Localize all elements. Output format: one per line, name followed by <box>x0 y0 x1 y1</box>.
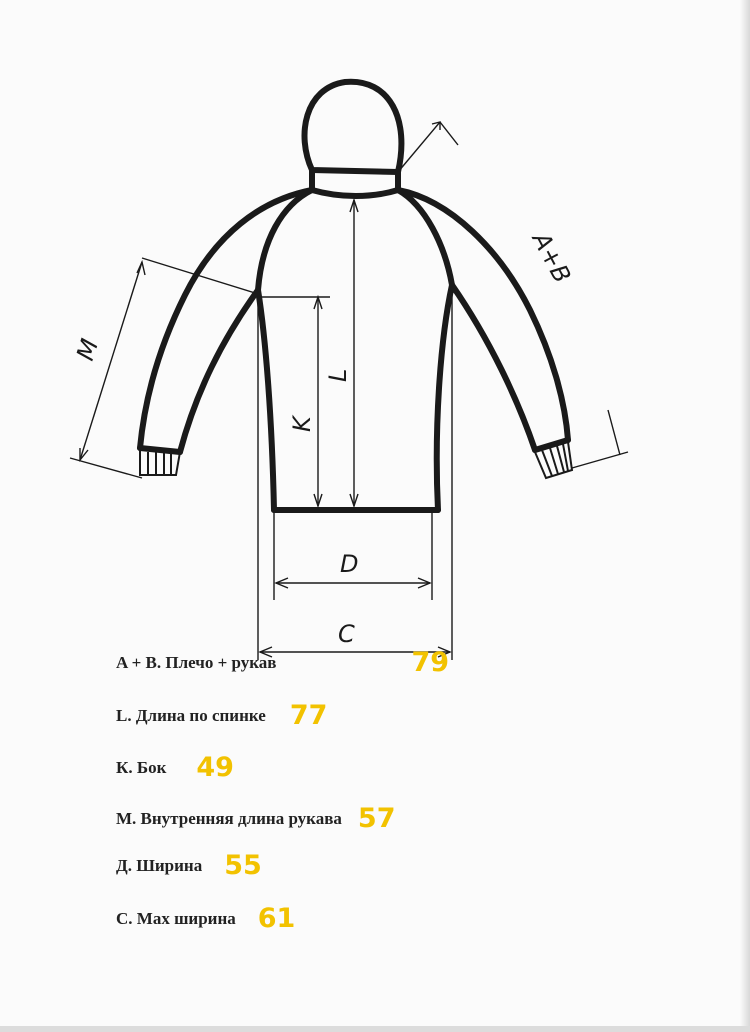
measurement-row-l <box>116 700 327 731</box>
body-right-side <box>437 285 452 510</box>
measurement-row-c <box>116 903 295 934</box>
measurement-label: A + B. Плечо + рукав <box>116 652 277 672</box>
measurement-value: 77 <box>289 700 328 731</box>
cuff-ribbing <box>140 442 572 478</box>
right-sleeve-outer <box>398 190 568 440</box>
body-left-side <box>258 290 274 510</box>
measurement-row-k <box>116 752 234 783</box>
label-m: M <box>71 335 105 364</box>
head-outline <box>305 82 402 172</box>
measurement-value: 49 <box>196 752 234 783</box>
measurement-value: 57 <box>357 803 396 834</box>
left-cuff-top <box>140 448 180 452</box>
measurement-label: К. Бок <box>116 757 167 777</box>
label-a-b: A+B <box>526 227 577 288</box>
measurement-label: С. Мах ширина <box>116 908 236 928</box>
right-raglan-seam <box>398 190 452 285</box>
measurement-row-a-b <box>116 647 449 678</box>
measurement-row-d <box>116 850 262 881</box>
label-d: D <box>340 550 359 578</box>
measurement-value: 79 <box>411 647 450 678</box>
measurement-row-m <box>116 803 395 834</box>
measurement-label: Д. Ширина <box>116 855 203 875</box>
left-sleeve-outer <box>140 190 312 448</box>
left-sleeve-inner <box>180 290 258 452</box>
measurement-value: 61 <box>257 903 296 934</box>
label-c: C <box>338 620 355 648</box>
measurement-value: 55 <box>224 850 262 881</box>
right-sleeve-inner <box>452 285 535 450</box>
measurement-label: М. Внутренняя длина рукава <box>116 808 342 828</box>
label-k: K <box>288 416 316 432</box>
label-l: L <box>324 368 352 382</box>
measurement-label: L. Длина по спинке <box>116 705 266 725</box>
scan-bottom-edge <box>0 1026 750 1032</box>
scan-edge-shadow <box>740 0 750 1032</box>
